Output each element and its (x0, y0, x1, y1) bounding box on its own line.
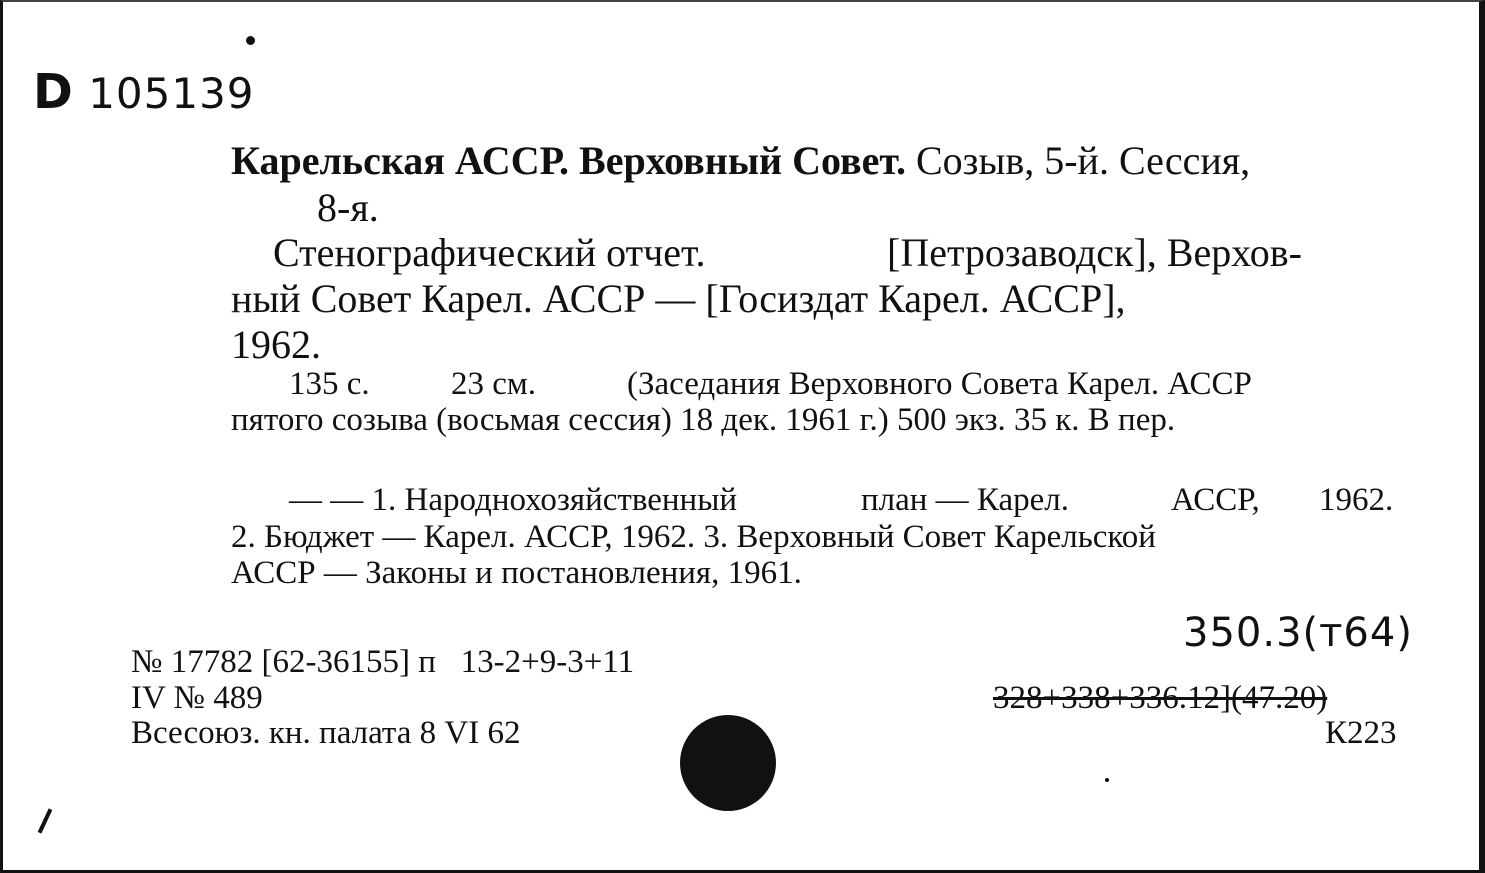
ink-speck (246, 36, 255, 45)
heading-line-2: 8-я. (317, 185, 379, 230)
classification-handwritten: 350.3(т64) (1183, 610, 1413, 656)
desc-pages: 135 с. (289, 366, 370, 402)
footer-chamber: Всесоюз. кн. палата 8 VI 62 (131, 715, 521, 751)
desc-line-2: пятого созыва (восьмая сессия) 18 дек. 1961 г.) 500 экз. 35 к. В пер. (231, 402, 1176, 438)
footer-inventory: IV № 489 (131, 680, 263, 716)
footer-record-number: № 17782 [62-36155] п 13-2+9-3+11 (131, 644, 635, 680)
punch-hole (680, 715, 776, 811)
subjects-line-1b: план — Карел. (861, 482, 1070, 518)
desc-size: 23 см. (451, 366, 537, 402)
card-id-prefix: D (33, 64, 74, 120)
title-line-3: 1962. (231, 322, 321, 367)
classification-struck: 328+338+336.12](47.20) (993, 680, 1328, 716)
subjects-line-1a: — — 1. Народнохозяйственный (289, 482, 738, 518)
subjects-line-2: 2. Бюджет — Карел. АССР, 1962. 3. Верховный Совет Карельской (231, 519, 1156, 555)
title-line-1a: Стенографический отчет. (273, 230, 706, 275)
subjects-line-3: АССР — Законы и постановления, 1961. (231, 555, 802, 591)
heading-bold: Карельская АССР. Верховный Совет. (231, 138, 906, 183)
author-mark: К223 (1325, 715, 1397, 751)
pen-mark (38, 808, 53, 833)
title-line-1b: [Петрозаводск], Верхов- (887, 230, 1302, 275)
card-id-handwritten (33, 64, 255, 120)
subjects-line-1d: 1962. (1319, 482, 1394, 518)
title-line-2: ный Совет Карел. АССР — [Госиздат Карел. АССР], (231, 276, 1126, 321)
subjects-line-1c: АССР, (1171, 482, 1260, 518)
desc-series: (Заседания Верховного Совета Карел. АССР (627, 366, 1252, 402)
card-id-number: 105139 (88, 69, 255, 118)
heading-rest: Созыв, 5-й. Сессия, (905, 138, 1251, 183)
ink-speck (1105, 778, 1109, 782)
heading-line (231, 138, 1250, 184)
